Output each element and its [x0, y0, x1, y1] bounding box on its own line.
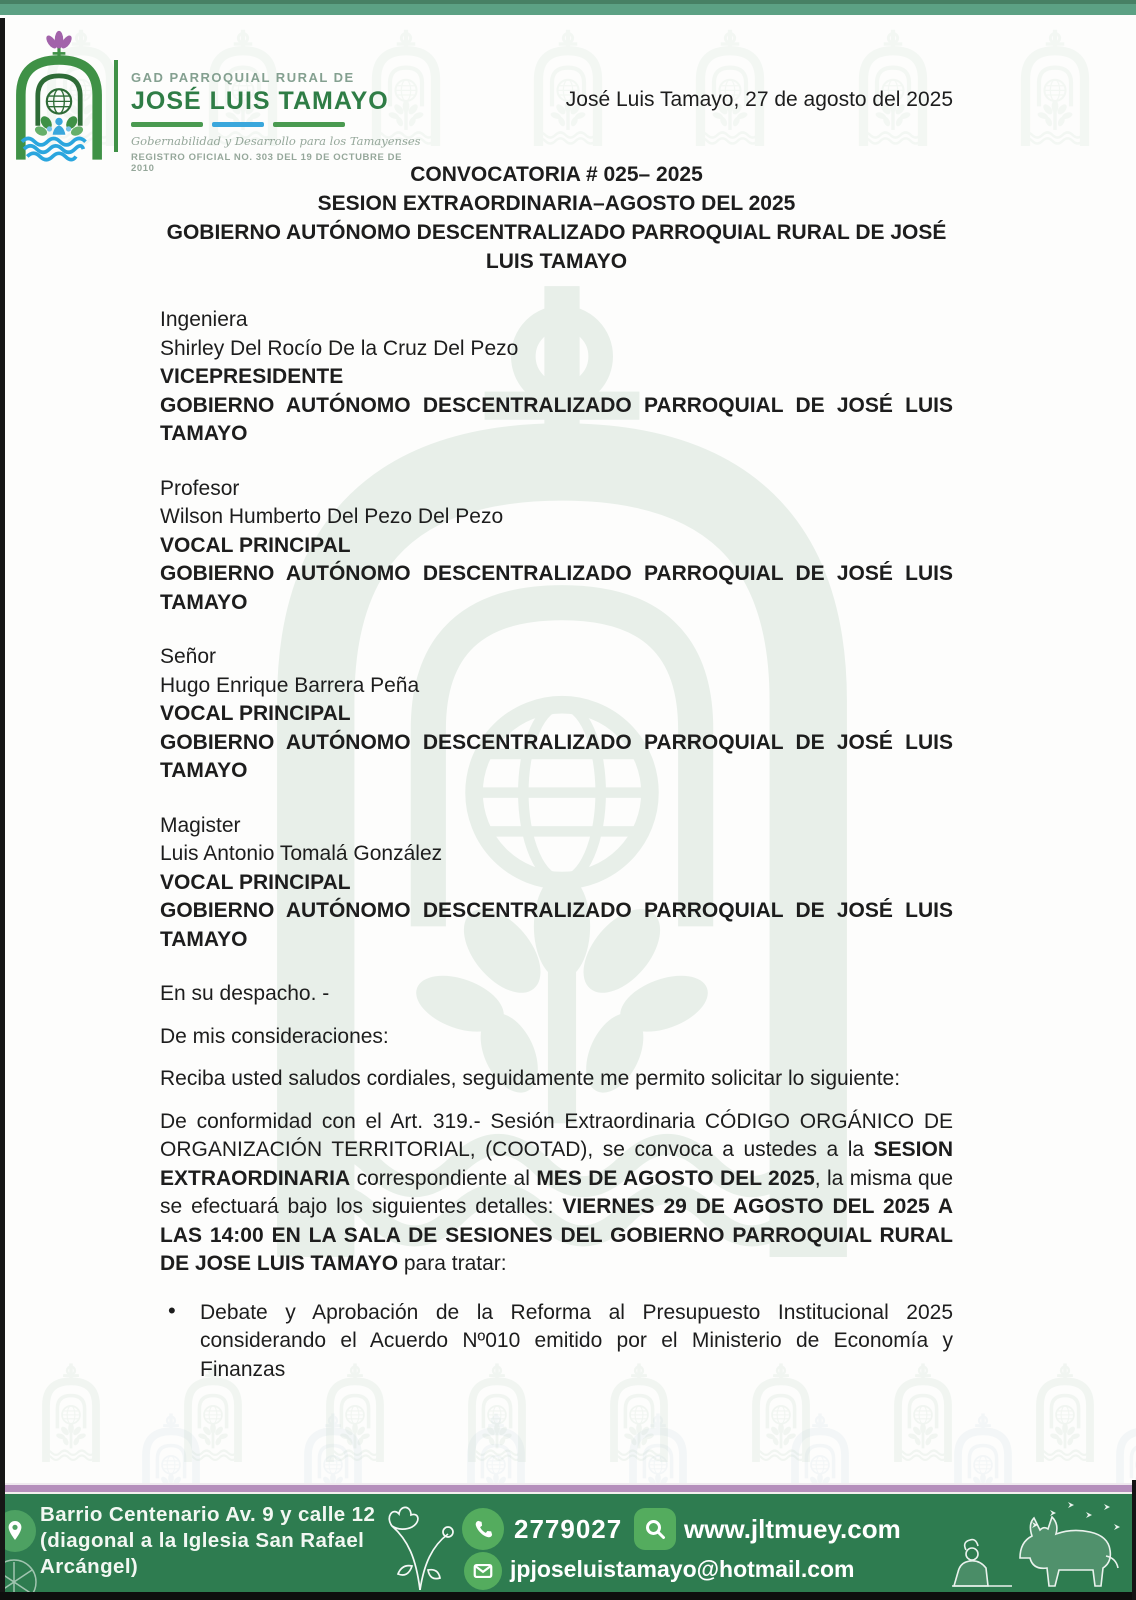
top-green-bar: [0, 0, 1136, 15]
recipient-salutation: Ingeniera: [160, 308, 248, 331]
scan-edge-left: [0, 18, 5, 1600]
logo-tagline: Gobernabilidad y Desarrollo para los Tamayenses: [131, 134, 421, 148]
footer-flower-art: [382, 1496, 458, 1590]
recipient-block-2: [160, 475, 953, 618]
recipient-org-line1: GOBIERNO AUTÓNOMO DESCENTRALIZADO PARROQUIAL DE JOSÉ LUIS: [160, 562, 953, 585]
despacho-line: En su despacho. -: [160, 982, 330, 1005]
phone-icon: [462, 1508, 504, 1550]
recipient-org-line2: TAMAYO: [160, 590, 248, 614]
recipient-org-line1: GOBIERNO AUTÓNOMO DESCENTRALIZADO PARROQUIAL DE JOSÉ LUIS: [160, 899, 953, 922]
recipient-name: Wilson Humberto Del Pezo Del Pezo: [160, 505, 504, 528]
footer-website: www.jltmuey.com: [684, 1514, 901, 1544]
recipient-role: VOCAL PRINCIPAL: [160, 870, 351, 894]
footer-address-line3: Arcángel): [40, 1555, 139, 1578]
logo-org-prefix: GAD PARROQUIAL RURAL DE: [131, 70, 355, 85]
scan-edge-bottom: [0, 1592, 1136, 1600]
recipient-block-3: [160, 643, 953, 786]
saludo-line: Reciba usted saludos cordiales, seguidamente me permito solicitar lo siguiente:: [160, 1067, 901, 1090]
footer-email: jpjoseluistamayo@hotmail.com: [510, 1556, 855, 1582]
footer-corner-emblem-art: [0, 1552, 56, 1596]
recipient-block-4: [160, 812, 953, 955]
recipient-block-1: [160, 306, 953, 449]
recipient-salutation: Profesor: [160, 476, 240, 500]
recipient-org-line1: GOBIERNO AUTÓNOMO DESCENTRALIZADO PARROQUIAL DE JOSÉ LUIS: [160, 393, 953, 417]
recipient-name: Shirley Del Rocío De la Cruz Del Pezo: [160, 336, 519, 360]
recipient-name: Hugo Enrique Barrera Peña: [160, 673, 420, 697]
recipient-role: VICEPRESIDENTE: [160, 365, 344, 388]
title-line-4: LUIS TAMAYO: [485, 250, 628, 273]
agenda-bullet-item: [160, 1299, 953, 1385]
recipient-name: Luis Antonio Tomalá González: [160, 842, 443, 865]
recipient-role: VOCAL PRINCIPAL: [160, 702, 351, 725]
recipient-role: VOCAL PRINCIPAL: [160, 533, 351, 557]
location-pin-icon: [0, 1510, 36, 1552]
recipient-salutation: Magister: [160, 813, 241, 837]
web-search-icon: [634, 1508, 676, 1550]
convocation-paragraph: De conformidad con el Art. 319.- Sesión Extraordinaria CÓDIGO ORGÁNICO DE ORGANIZACIÓN TERRITORIAL, (COOTAD), se convoca a ustedes a la SESION EXTRAORDINARIA correspondiente al MES DE AGOSTO DEL 2025, la misma que se efectuará bajo los siguientes detalles: VIERNES 29 DE AGOSTO DEL 2025 A LAS 14:00 EN LA SALA DE SESIONES DEL GOBIERNO PARROQUIAL RURAL DE JOSE LUIS TAMAYO para tratar:: [160, 1109, 953, 1275]
title-line-2: SESION EXTRAORDINARIA–AGOSTO DEL 2025: [317, 192, 796, 215]
recipient-salutation: Señor: [160, 645, 217, 668]
recipient-org-line1: GOBIERNO AUTÓNOMO DESCENTRALIZADO PARROQUIAL DE JOSÉ LUIS: [160, 730, 953, 754]
logo-org-name: JOSÉ LUIS TAMAYO: [131, 87, 389, 115]
letter-body: [160, 160, 953, 1384]
logo-divider: [114, 60, 118, 152]
consideraciones-line: De mis consideraciones:: [160, 1024, 389, 1048]
title-line-3: GOBIERNO AUTÓNOMO DESCENTRALIZADO PARROQUIAL RURAL DE JOSÉ: [166, 221, 947, 244]
agenda-bullet-text: Debate y Aprobación de la Reforma al Presupuesto Institucional 2025 considerando el Acuerdo Nº010 emitido por el Ministerio de Economía y Finanzas: [200, 1300, 953, 1381]
recipient-org-line2: TAMAYO: [160, 927, 248, 951]
footer-address-line1: Barrio Centenario Av. 9 y calle 12: [40, 1503, 376, 1526]
document-title: [160, 160, 953, 276]
scan-edge-right: [1132, 1480, 1136, 1600]
footer-phone: 2779027: [514, 1514, 623, 1544]
footer-purple-line: [0, 1483, 1136, 1494]
bullet-dot: •: [168, 1297, 176, 1323]
footer-address: [40, 1502, 392, 1580]
gad-logo-emblem: [6, 26, 112, 164]
title-line-1: CONVOCATORIA # 025– 2025: [410, 163, 703, 186]
date-line: José Luis Tamayo, 27 de agosto del 2025: [565, 88, 953, 111]
logo-registro: REGISTRO OFICIAL NO. 303 DEL 19 DE OCTUBRE DE 2010: [131, 152, 403, 174]
logo-underline-bars: [131, 122, 421, 127]
footer-donkey-art: [900, 1498, 1130, 1590]
footer-address-line2: (diagonal a la Iglesia San Rafael: [40, 1529, 365, 1552]
envelope-icon: [464, 1552, 502, 1590]
footer-band: [0, 1494, 1136, 1592]
logo-text-block: [131, 70, 421, 174]
recipient-org-line2: TAMAYO: [160, 422, 248, 445]
recipient-org-line2: TAMAYO: [160, 759, 248, 782]
